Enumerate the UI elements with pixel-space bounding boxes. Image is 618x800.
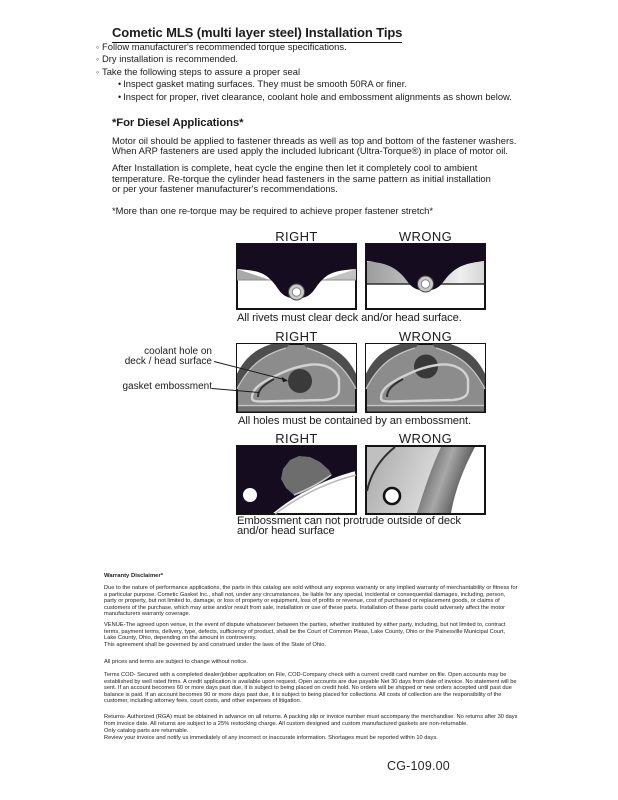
label-line: coolant hole on [144, 345, 212, 357]
page-title: Cometic MLS (multi layer steel) Installation Tips [112, 25, 402, 43]
tip-text: Dry installation is recommended. [102, 53, 239, 65]
paragraph-line: After Installation is complete, heat cycle the engine then let it completely cool to ambient [112, 161, 478, 173]
bullet-marker: ◦ [96, 42, 100, 52]
warranty-disclaimer-heading: Warranty Disclaimer* [104, 573, 164, 579]
rivet-clearance-wrong-diagram [365, 243, 486, 310]
legal-paragraph-venue [104, 622, 518, 648]
embossment-wrong-diagram [365, 445, 486, 515]
paragraph-line: Motor oil should be applied to fastener threads as well as top and bottom of the fastener washers. [112, 134, 517, 146]
tip-text: Take the following steps to assure a proper seal [102, 65, 301, 77]
label-line: deck / head surface [124, 355, 212, 367]
sub-bullet-marker: • [118, 91, 122, 102]
diesel-paragraph-1 [112, 136, 516, 157]
sub-tip-text: Inspect gasket mating surfaces. They must be smooth 50RA or finer. [123, 78, 407, 90]
sub-tip-bullet [118, 78, 512, 90]
tip-bullet [96, 53, 512, 65]
legal-catalog-text: Only catalog parts are returnable. [104, 728, 189, 734]
legal-paragraph-prices: All prices and terms are subject to change without notice. [104, 658, 248, 665]
coolant-right-label: RIGHT [275, 328, 318, 344]
bullet-marker: ◦ [96, 66, 100, 77]
legal-venue-text: VENUE-The agreed upon venue, in the event of dispute whatsoever between the parties, whether instituted by either party, including, but not limited to, contract terms, payment terms, delivery, type, defects, sufficiency of product, shall be the Court of Common Pleas, Lake County, Ohio or the Painesville Municipal Court, Lake County, Ohio, depending on the amount in controversy. [104, 622, 506, 642]
rivet-clearance-right-diagram [236, 243, 357, 310]
gasket-embossment-label: gasket embossment [122, 380, 212, 392]
tip-bullet [96, 66, 512, 78]
legal-paragraph-catalog [104, 728, 518, 741]
sub-tip-bullet [118, 91, 512, 103]
caption-line: Embossment can not protrude outside of deck [237, 514, 461, 527]
diesel-heading: *For Diesel Applications* [112, 116, 244, 129]
rivet-wrong-label: WRONG [398, 228, 453, 244]
paragraph-line: or per your fastener manufacturer's recommendations. [112, 183, 338, 195]
holes-caption: All holes must be contained by an embossment. [238, 415, 472, 427]
rivet-right-label: RIGHT [275, 228, 318, 244]
coolant-wrong-label: WRONG [398, 328, 453, 344]
embossment-wrong-label: WRONG [398, 430, 453, 446]
paragraph-line: temperature. Re-torque the cylinder head fasteners in the same pattern as initial installation [112, 172, 491, 184]
embossment-right-diagram [236, 445, 357, 515]
legal-paragraph-returns: Returns- Authorized (RGA) must be obtained in advance on all returns. A packing slip or invoice number must accompany the merchandise. No returns after 30 days from invoice date. All returns are subject to a 25% restocking charge. All custom designed and custom manufactured gaskets are non-returnable. [104, 714, 518, 727]
coolant-hole-right-diagram [236, 343, 357, 413]
coolant-hole-wrong-diagram [365, 343, 486, 413]
legal-review-text: Review your invoice and notify us immediately of any incorrect or inaccurate information. Shortages must be reported within 10 days. [104, 734, 438, 741]
sub-bullet-marker: • [118, 79, 122, 90]
sub-tip-text: Inspect for proper, rivet clearance, coolant hole and embossment alignments as shown below. [123, 90, 512, 102]
legal-paragraph-warranty: Due to the nature of performance applications, the parts in this catalog are sold without any express warranty or any implied warranty of merchantability or fitness for a particular purpose. Cometic Gasket Inc., shall not, under any circumstances, be liable for any special, incidental or consequential damages, including, person, party or property, but not limited to, damage, or loss of property or equipment, loss of profits or revenue, cost of purchased or replacement goods, or claims of customers of the purchase, which may arise and/or result from sale, installation or use of these parts. Installation of these parts could adversely affect the motor manufacturers warranty coverage. [104, 585, 518, 618]
rivet-caption: All rivets must clear deck and/or head surface. [237, 311, 462, 324]
caption-line: and/or head surface [237, 524, 335, 537]
tip-bullet [96, 41, 512, 53]
bullet-marker: ◦ [96, 54, 100, 65]
tips-list [96, 41, 512, 103]
page-code: CG-109.00 [387, 759, 450, 773]
coolant-hole-label [97, 347, 212, 368]
embossment-caption [237, 516, 461, 536]
diesel-paragraph-2 [112, 163, 491, 195]
retorque-note: *More than one re-torque may be required to achieve proper fastener stretch* [112, 205, 434, 216]
legal-governed-text: This agreement shall be governed by and construed under the laws of the State of Ohio. [104, 641, 326, 648]
tip-text: Follow manufacturer's recommended torque specifications. [102, 41, 347, 52]
paragraph-line: When ARP fasteners are used apply the included lubricant (Ultra-Torque®) in place of motor oil. [112, 145, 508, 157]
legal-paragraph-terms: Terms COD- Secured with a completed dealer/jobber application on File, COD-Company check with a current credit card number on file. Open accounts may be established by well rated firms. A credit application is available upon request. Open accounts are due payable Net 30 days from date of invoice. No statement will be sent. If an account becomes 60 or more days past due, it is subject to being placed on credit hold. No orders will be shipped or new orders accepted until past due balance is paid. If an account becomes 90 or more days past due, it is subject to being placed for collections. All costs of collection are the responsibility of the customer, including attorney fees, court costs, and other expenses of litigation. [104, 672, 517, 705]
embossment-right-label: RIGHT [275, 430, 318, 446]
